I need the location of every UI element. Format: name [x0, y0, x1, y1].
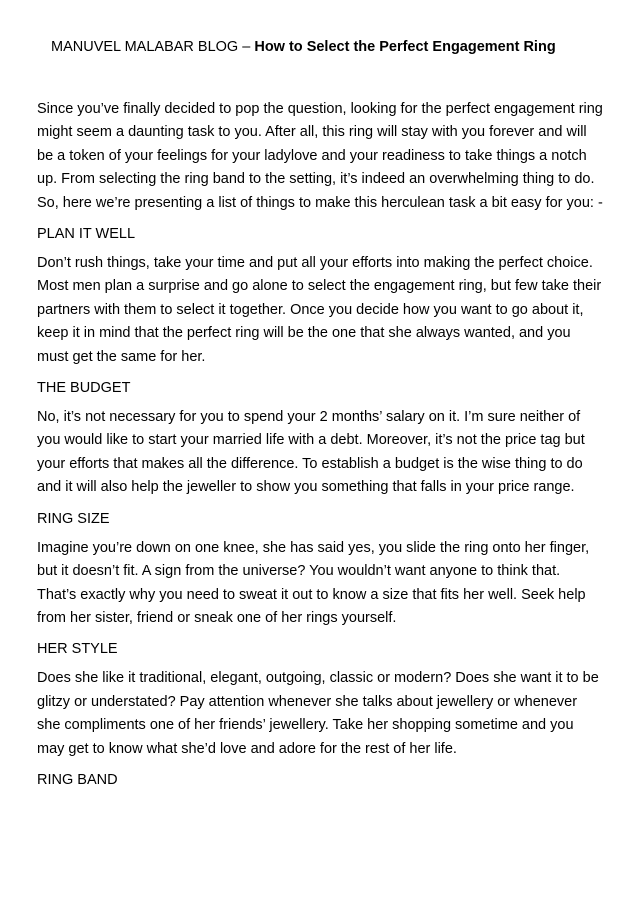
- article-title: How to Select the Perfect Engagement Ring: [254, 39, 556, 55]
- article-body: [37, 98, 603, 798]
- section-heading-plan-it-well: PLAN IT WELL: [37, 226, 136, 243]
- document-header: [51, 37, 611, 57]
- header-dash: –: [238, 39, 255, 55]
- section-paragraph-ring-size: Imagine you’re down on one knee, she has said yes, you slide the ring onto her finger, but it doesn’t fit. A sign from the universe? You wouldn’t want anyone to think that. That’s exactly why you need to sweat it out to know a size that fits her well. Seek help from her sister, friend or sneak one of her rings yourself.: [37, 539, 590, 626]
- section-paragraph-the-budget: No, it’s not necessary for you to spend your 2 months’ salary on it. I’m sure neither of you would like to start your married life with a debt. Moreover, it’s not the price tag but your efforts that makes all the difference. To establish a budget is the wise thing to do and it will also help the jeweller to show you something that falls in your price range.: [37, 409, 585, 496]
- intro-paragraph: Since you’ve finally decided to pop the question, looking for the perfect engagement ring might seem a daunting task to you. After all, this ring will stay with you forever and will be a token of your feelings for your ladylove and your readiness to take things a notch up. From selecting the ring band to the setting, it’s indeed an overwhelming thing to do. So, here we’re presenting a list of things to make this herculean task a bit easy for you: -: [37, 101, 603, 211]
- section-paragraph-her-style: Does she like it traditional, elegant, outgoing, classic or modern? Does she want it to be glitzy or understated? Pay attention whenever she talks about jewellery or whenever she compliments one of her friends’ jewellery. Take her shopping sometime and you may get to know what she’d love and adore for the rest of her life.: [37, 670, 599, 757]
- section-paragraph-plan-it-well: Don’t rush things, take your time and put all your efforts into making the perfect choice. Most men plan a surprise and go alone to select the engagement ring, but few take their partners with them to select it together. Once you decide how you want to go about it, keep it in mind that the perfect ring will be the one that she always wanted, and you must get the same for her.: [37, 255, 602, 365]
- section-heading-the-budget: THE BUDGET: [37, 380, 131, 397]
- section-heading-ring-size: RING SIZE: [37, 510, 110, 527]
- blog-name: MANUVEL MALABAR BLOG: [51, 39, 239, 55]
- section-heading-her-style: HER STYLE: [37, 641, 118, 658]
- section-heading-ring-band: RING BAND: [37, 771, 118, 788]
